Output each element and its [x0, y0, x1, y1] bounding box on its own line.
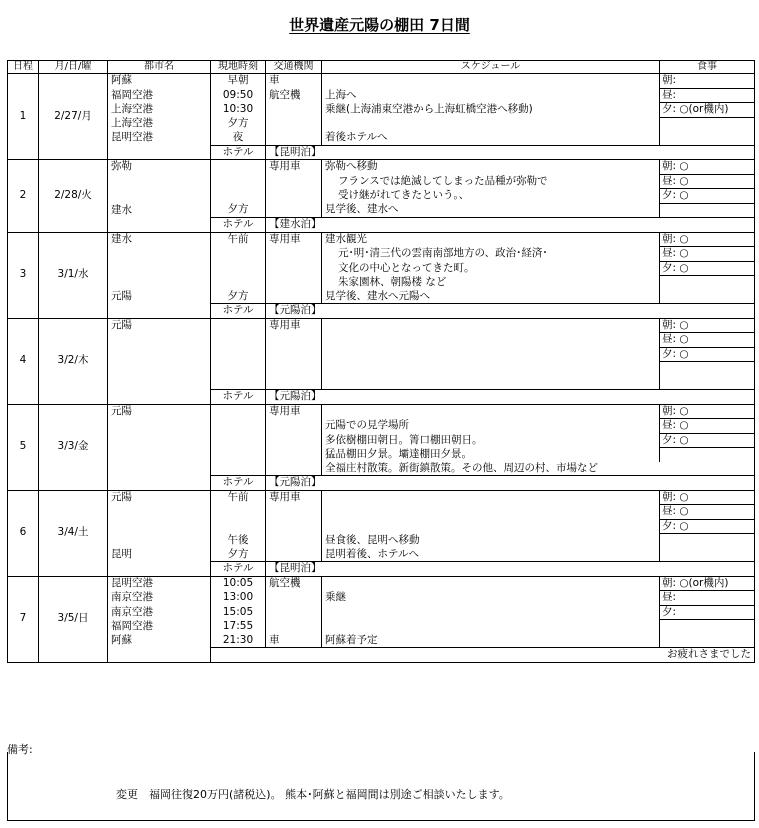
- schedule-cell: [322, 376, 660, 390]
- city-cell: 建水: [108, 232, 211, 247]
- table-row: [8, 103, 755, 118]
- header-date: 月/日/曜: [39, 61, 108, 74]
- city-cell: [108, 476, 211, 491]
- hotel-label: ホテル: [211, 476, 266, 491]
- time-cell: [211, 261, 266, 276]
- table-row: [8, 347, 755, 362]
- closing-message: お疲れさまでした: [211, 648, 755, 663]
- transport-cell: [266, 534, 322, 548]
- meal-cell: [660, 203, 755, 218]
- city-cell: [108, 448, 211, 462]
- schedule-cell: 文化の中心となってきた町。: [322, 261, 660, 276]
- time-cell: 21:30: [211, 634, 266, 648]
- city-cell: 元陽: [108, 318, 211, 333]
- city-cell: [108, 362, 211, 376]
- schedule-cell: 元陽での見学場所: [322, 419, 660, 434]
- city-cell: [108, 174, 211, 189]
- time-cell: 午後: [211, 534, 266, 548]
- day-number: 2: [8, 160, 39, 233]
- meal-cell: [660, 290, 755, 304]
- remarks-label: 備考:: [7, 743, 33, 756]
- meal-cell: 朝: ○(or機内): [660, 576, 755, 591]
- time-cell: 夕方: [211, 290, 266, 304]
- transport-cell: [266, 376, 322, 390]
- table-row: [8, 634, 755, 648]
- hotel-label: ホテル: [211, 390, 266, 405]
- time-cell: [211, 519, 266, 534]
- table-row: [8, 433, 755, 448]
- meal-cell: 昼: ○: [660, 174, 755, 189]
- city-cell: [108, 304, 211, 319]
- meal-cell: 夕: ○: [660, 261, 755, 276]
- transport-cell: [266, 276, 322, 290]
- meal-cell: 朝: ○: [660, 160, 755, 175]
- date-cell: 3/3/金: [39, 404, 108, 490]
- meal-cell: [660, 276, 755, 290]
- meal-cell: [660, 634, 755, 648]
- time-cell: [211, 333, 266, 348]
- day-number: 3: [8, 232, 39, 318]
- schedule-cell: [322, 605, 660, 620]
- table-row: [8, 419, 755, 434]
- day-number: 4: [8, 318, 39, 404]
- meal-cell: [660, 534, 755, 548]
- city-cell: [108, 419, 211, 434]
- schedule-cell: [322, 505, 660, 520]
- date-cell: 2/28/火: [39, 160, 108, 233]
- day-number: 5: [8, 404, 39, 490]
- time-cell: [211, 189, 266, 204]
- table-row: [8, 247, 755, 262]
- table-row: [8, 404, 755, 419]
- time-cell: [211, 448, 266, 462]
- time-cell: 夕方: [211, 203, 266, 218]
- time-cell: 夕方: [211, 117, 266, 131]
- transport-cell: [266, 591, 322, 606]
- time-cell: [211, 362, 266, 376]
- city-cell: [108, 648, 211, 663]
- city-cell: 元陽: [108, 290, 211, 304]
- time-cell: 10:05: [211, 576, 266, 591]
- meal-cell: 夕: ○: [660, 189, 755, 204]
- hotel-place: 【元陽泊】: [266, 476, 755, 491]
- schedule-cell: [322, 620, 660, 634]
- meal-cell: 夕: ○: [660, 347, 755, 362]
- transport-cell: 航空機: [266, 88, 322, 103]
- city-cell: 阿蘇: [108, 634, 211, 648]
- schedule-cell: 猛品棚田夕景。壩達棚田夕景。: [322, 448, 660, 462]
- schedule-cell: [322, 333, 660, 348]
- day-number: 1: [8, 74, 39, 160]
- transport-cell: 車: [266, 74, 322, 89]
- city-cell: [108, 562, 211, 577]
- city-cell: [108, 276, 211, 290]
- transport-cell: 専用車: [266, 232, 322, 247]
- time-cell: [211, 160, 266, 175]
- city-cell: 上海空港: [108, 103, 211, 118]
- meal-cell: 夕:: [660, 605, 755, 620]
- schedule-cell: [322, 576, 660, 591]
- table-row: [8, 160, 755, 175]
- hotel-place: 【元陽泊】: [266, 390, 755, 405]
- city-cell: [108, 145, 211, 160]
- meal-cell: 昼:: [660, 591, 755, 606]
- transport-cell: [266, 448, 322, 462]
- table-row: [8, 534, 755, 548]
- schedule-cell: フランスでは絶滅してしまった品種が弥勒で: [322, 174, 660, 189]
- city-cell: 福岡空港: [108, 620, 211, 634]
- meal-cell: [660, 117, 755, 131]
- table-row: [8, 562, 755, 577]
- meal-cell: [660, 376, 755, 390]
- meal-cell: 昼: ○: [660, 247, 755, 262]
- city-cell: [108, 218, 211, 233]
- hotel-label: ホテル: [211, 218, 266, 233]
- table-row: [8, 462, 755, 476]
- header-day: 日程: [8, 61, 39, 74]
- table-row: [8, 117, 755, 131]
- hotel-label: ホテル: [211, 304, 266, 319]
- meal-cell: 昼:: [660, 88, 755, 103]
- transport-cell: [266, 347, 322, 362]
- table-row: [8, 276, 755, 290]
- table-row: [8, 476, 755, 491]
- header-local-time: 現地時刻: [211, 61, 266, 74]
- table-row: [8, 390, 755, 405]
- schedule-cell: 見学後、建水へ: [322, 203, 660, 218]
- header-row: [8, 61, 755, 74]
- schedule-cell: 着後ホテルへ: [322, 131, 660, 145]
- schedule-cell: 阿蘇着予定: [322, 634, 660, 648]
- meal-cell: 夕: ○: [660, 519, 755, 534]
- city-cell: 阿蘇: [108, 74, 211, 89]
- city-cell: 上海空港: [108, 117, 211, 131]
- schedule-cell: 見学後、建水へ元陽へ: [322, 290, 660, 304]
- city-cell: [108, 261, 211, 276]
- transport-cell: [266, 433, 322, 448]
- city-cell: 昆明空港: [108, 131, 211, 145]
- meal-cell: 朝: ○: [660, 404, 755, 419]
- city-cell: 昆明空港: [108, 576, 211, 591]
- meal-cell: 朝:: [660, 74, 755, 89]
- city-cell: [108, 505, 211, 520]
- time-cell: 17:55: [211, 620, 266, 634]
- table-row: [8, 448, 755, 462]
- transport-cell: [266, 548, 322, 562]
- transport-cell: [266, 174, 322, 189]
- schedule-cell: 昆明着後、ホテルへ: [322, 548, 660, 562]
- hotel-place: 【建水泊】: [266, 218, 755, 233]
- transport-cell: [266, 505, 322, 520]
- table-row: [8, 74, 755, 89]
- schedule-cell: 受け継がれてきたという。、: [322, 189, 660, 204]
- time-cell: 13:00: [211, 591, 266, 606]
- city-cell: [108, 347, 211, 362]
- table-row: [8, 218, 755, 233]
- table-row: [8, 591, 755, 606]
- hotel-label: ホテル: [211, 562, 266, 577]
- table-row: [8, 145, 755, 160]
- date-cell: 3/1/水: [39, 232, 108, 318]
- schedule-cell: 乗継(上海浦東空港から上海虹橋空港へ移動): [322, 103, 660, 118]
- time-cell: [211, 174, 266, 189]
- table-row: [8, 174, 755, 189]
- remarks-text: 変更 福岡往復20万円(諸税込)。 熊本･阿蘇と福岡間は別途ご相談いたします。: [116, 788, 510, 801]
- time-cell: 09:50: [211, 88, 266, 103]
- table-row: [8, 189, 755, 204]
- meal-cell: 夕: ○: [660, 433, 755, 448]
- table-row: [8, 333, 755, 348]
- time-cell: [211, 505, 266, 520]
- city-cell: 弥勒: [108, 160, 211, 175]
- transport-cell: [266, 203, 322, 218]
- city-cell: 建水: [108, 203, 211, 218]
- table-row: [8, 376, 755, 390]
- table-row: [8, 203, 755, 218]
- hotel-place: 【昆明泊】: [266, 145, 755, 160]
- meal-cell: 朝: ○: [660, 490, 755, 505]
- time-cell: [211, 419, 266, 434]
- city-cell: 南京空港: [108, 605, 211, 620]
- time-cell: 10:30: [211, 103, 266, 118]
- transport-cell: 専用車: [266, 490, 322, 505]
- schedule-cell: 全福庄村散策。新街鎮散策。その他、周辺の村、市場など: [322, 462, 755, 476]
- time-cell: 15:05: [211, 605, 266, 620]
- date-cell: 3/2/木: [39, 318, 108, 404]
- meal-cell: 夕: ○(or機内): [660, 103, 755, 118]
- schedule-cell: [322, 347, 660, 362]
- date-cell: 2/27/月: [39, 74, 108, 160]
- header-meals: 食事: [660, 61, 755, 74]
- schedule-cell: [322, 404, 660, 419]
- schedule-cell: 元･明･清三代の雲南南部地方の、政治･経済･: [322, 247, 660, 262]
- city-cell: [108, 462, 211, 476]
- meal-cell: [660, 362, 755, 376]
- table-row: [8, 648, 755, 663]
- date-cell: 3/5/日: [39, 576, 108, 662]
- time-cell: [211, 404, 266, 419]
- table-row: [8, 490, 755, 505]
- table-row: [8, 362, 755, 376]
- city-cell: [108, 534, 211, 548]
- table-row: [8, 576, 755, 591]
- schedule-cell: [322, 318, 660, 333]
- schedule-cell: [322, 490, 660, 505]
- header-transport: 交通機関: [266, 61, 322, 74]
- city-cell: [108, 433, 211, 448]
- header-city: 都市名: [108, 61, 211, 74]
- time-cell: [211, 247, 266, 262]
- transport-cell: 車: [266, 634, 322, 648]
- schedule-cell: 乗継: [322, 591, 660, 606]
- city-cell: [108, 390, 211, 405]
- table-row: [8, 304, 755, 319]
- transport-cell: [266, 333, 322, 348]
- meal-cell: [660, 620, 755, 634]
- schedule-cell: [322, 519, 660, 534]
- time-cell: 午前: [211, 232, 266, 247]
- table-row: [8, 232, 755, 247]
- schedule-cell: 弥勒へ移動: [322, 160, 660, 175]
- meal-cell: [660, 131, 755, 145]
- transport-cell: [266, 131, 322, 145]
- time-cell: 夕方: [211, 548, 266, 562]
- time-cell: [211, 347, 266, 362]
- city-cell: 昆明: [108, 548, 211, 562]
- time-cell: [211, 318, 266, 333]
- meal-cell: 昼: ○: [660, 333, 755, 348]
- table-row: [8, 519, 755, 534]
- table-row: [8, 318, 755, 333]
- meal-cell: [660, 448, 755, 462]
- date-cell: 3/4/土: [39, 490, 108, 576]
- table-row: [8, 131, 755, 145]
- transport-cell: 専用車: [266, 318, 322, 333]
- meal-cell: [660, 548, 755, 562]
- meal-cell: 朝: ○: [660, 232, 755, 247]
- transport-cell: [266, 362, 322, 376]
- city-cell: 元陽: [108, 404, 211, 419]
- schedule-cell: [322, 362, 660, 376]
- transport-cell: 専用車: [266, 404, 322, 419]
- time-cell: [211, 276, 266, 290]
- city-cell: [108, 376, 211, 390]
- transport-cell: [266, 261, 322, 276]
- meal-cell: 昼: ○: [660, 419, 755, 434]
- hotel-place: 【元陽泊】: [266, 304, 755, 319]
- day-number: 7: [8, 576, 39, 662]
- schedule-cell: 建水観光: [322, 232, 660, 247]
- header-schedule: スケジュール: [322, 61, 660, 74]
- time-cell: [211, 433, 266, 448]
- time-cell: 夜: [211, 131, 266, 145]
- itinerary-table: [7, 60, 755, 663]
- schedule-cell: [322, 74, 660, 89]
- transport-cell: 航空機: [266, 576, 322, 591]
- city-cell: [108, 247, 211, 262]
- transport-cell: [266, 605, 322, 620]
- transport-cell: [266, 462, 322, 476]
- hotel-label: ホテル: [211, 145, 266, 160]
- meal-cell: 朝: ○: [660, 318, 755, 333]
- transport-cell: [266, 189, 322, 204]
- transport-cell: [266, 290, 322, 304]
- day-number: 6: [8, 490, 39, 576]
- transport-cell: [266, 247, 322, 262]
- schedule-cell: [322, 117, 660, 131]
- city-cell: [108, 333, 211, 348]
- transport-cell: [266, 519, 322, 534]
- itinerary-title: 世界遺産元陽の棚田 7日間: [289, 16, 470, 34]
- table-row: [8, 620, 755, 634]
- table-row: [8, 88, 755, 103]
- city-cell: [108, 519, 211, 534]
- schedule-cell: 昼食後、昆明へ移動: [322, 534, 660, 548]
- time-cell: [211, 376, 266, 390]
- hotel-place: 【昆明泊】: [266, 562, 755, 577]
- city-cell: 南京空港: [108, 591, 211, 606]
- table-row: [8, 505, 755, 520]
- table-row: [8, 290, 755, 304]
- transport-cell: [266, 117, 322, 131]
- transport-cell: [266, 103, 322, 118]
- time-cell: 午前: [211, 490, 266, 505]
- table-row: [8, 548, 755, 562]
- schedule-cell: 上海へ: [322, 88, 660, 103]
- city-cell: 元陽: [108, 490, 211, 505]
- table-row: [8, 605, 755, 620]
- transport-cell: [266, 620, 322, 634]
- time-cell: [211, 462, 266, 476]
- city-cell: [108, 189, 211, 204]
- meal-cell: 昼: ○: [660, 505, 755, 520]
- transport-cell: 専用車: [266, 160, 322, 175]
- table-row: [8, 261, 755, 276]
- transport-cell: [266, 419, 322, 434]
- time-cell: 早朝: [211, 74, 266, 89]
- schedule-cell: 多依樹棚田朝日。箐口棚田朝日。: [322, 433, 660, 448]
- city-cell: 福岡空港: [108, 88, 211, 103]
- schedule-cell: 朱家園林、朝陽楼 など: [322, 276, 660, 290]
